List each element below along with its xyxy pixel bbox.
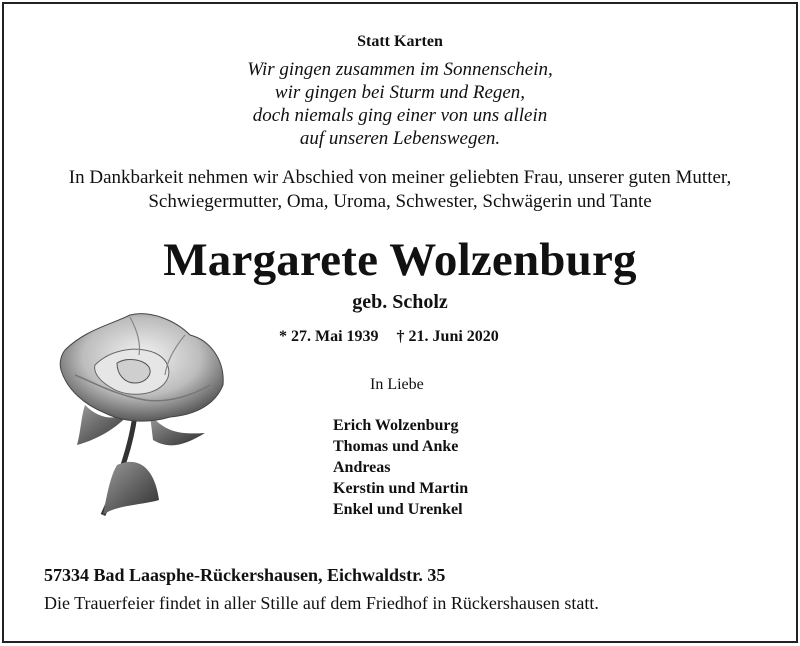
intro-text — [0, 166, 800, 214]
intro-line: Schwiegermutter, Oma, Uroma, Schwester, Schwägerin und Tante — [148, 191, 652, 212]
intro-line: In Dankbarkeit nehmen wir Abschied von meiner geliebten Frau, unserer guten Mutter, — [68, 167, 732, 188]
poem-line: auf unseren Lebenswegen. — [299, 128, 501, 149]
death-date: † 21. Juni 2020 — [396, 328, 499, 345]
funeral-notice: Die Trauerfeier findet in aller Stille auf dem Friedhof in Rückershausen statt. — [44, 593, 599, 613]
birth-date: * 27. Mai 1939 — [279, 328, 379, 345]
rose-icon — [55, 305, 230, 520]
mourners-list — [333, 415, 468, 520]
deceased-name: Margarete Wolzenburg — [163, 234, 637, 286]
in-love-label: In Liebe — [370, 376, 424, 393]
born-name: geb. Scholz — [352, 291, 448, 313]
mourner: Enkel und Urenkel — [333, 501, 463, 518]
poem-line: wir gingen bei Sturm und Regen, — [274, 82, 526, 103]
poem-line: Wir gingen zusammen im Sonnenschein, — [247, 59, 553, 80]
mourner: Thomas und Anke — [333, 438, 459, 455]
heading: Statt Karten — [357, 33, 443, 50]
mourner: Erich Wolzenburg — [333, 417, 459, 434]
poem-line: doch niemals ging einer von uns allein — [252, 105, 548, 126]
life-dates — [279, 328, 517, 346]
poem — [0, 58, 800, 150]
mourner: Andreas — [333, 459, 391, 476]
address: 57334 Bad Laasphe-Rückershausen, Eichwaldstr. 35 — [44, 565, 446, 585]
mourner: Kerstin und Martin — [333, 480, 469, 497]
